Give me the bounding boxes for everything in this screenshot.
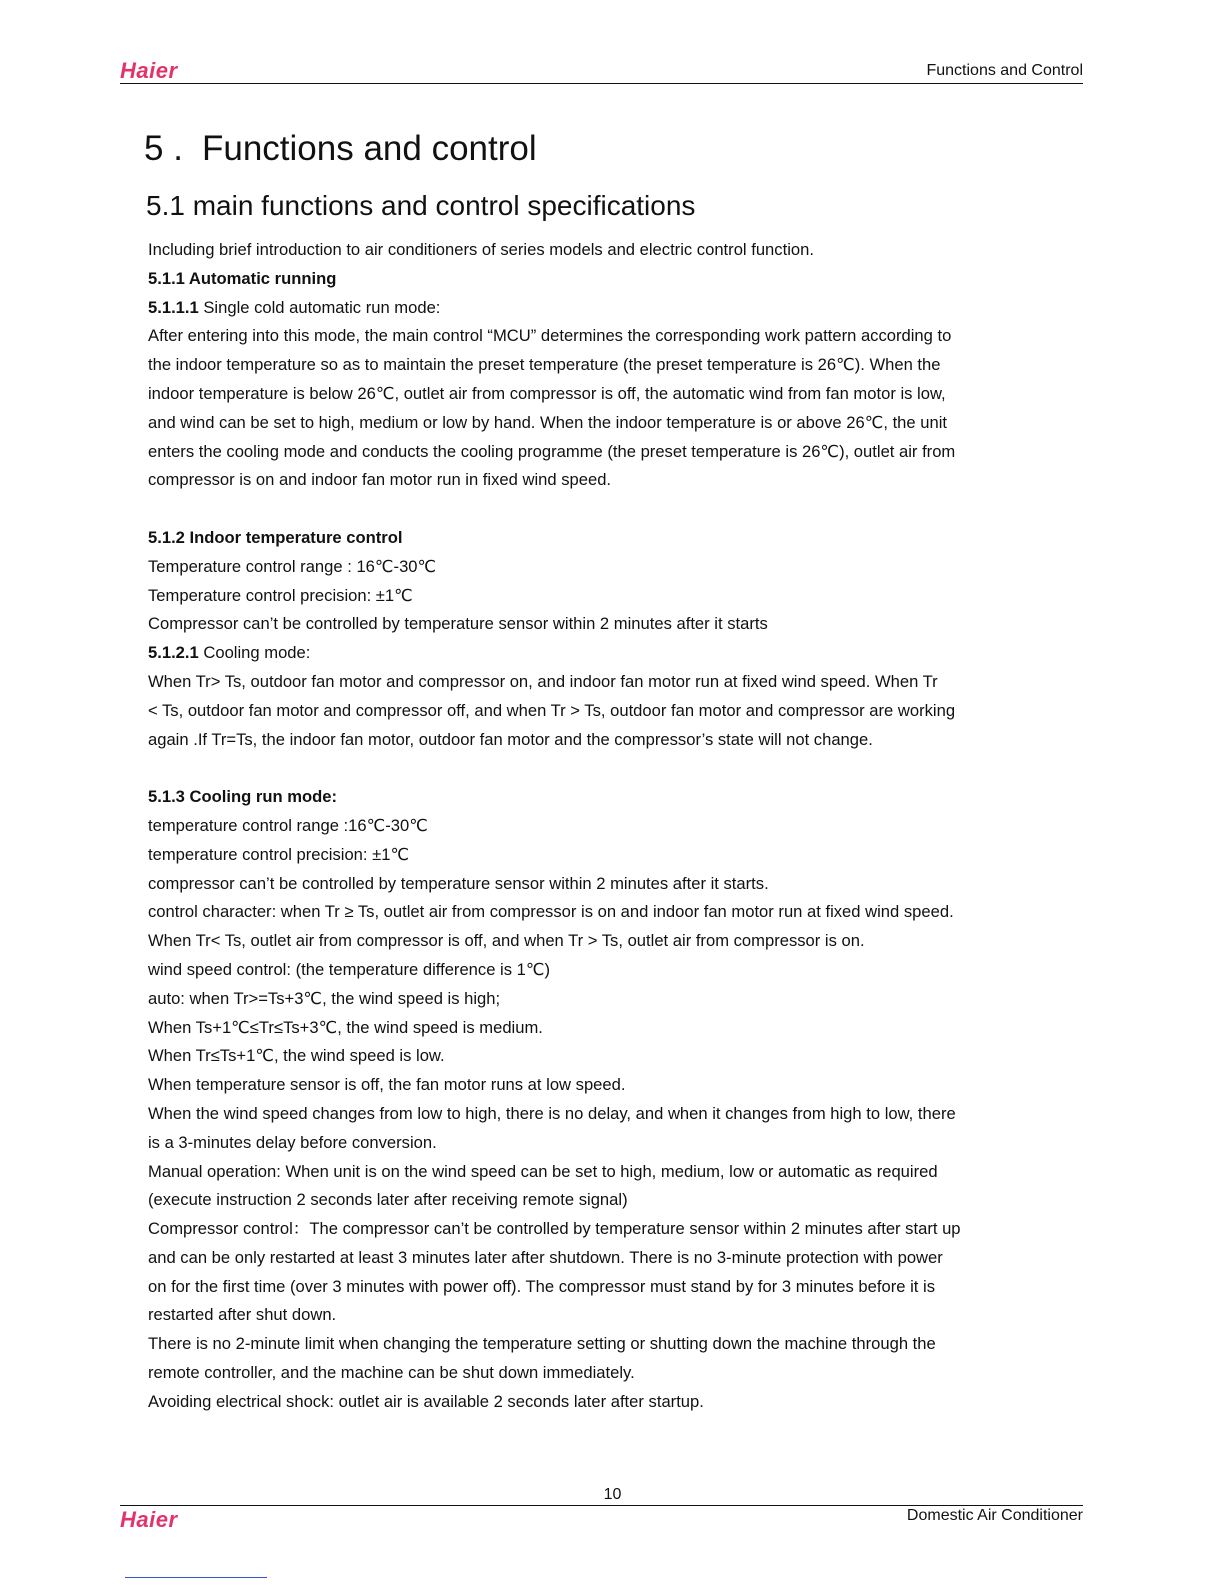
subheading-number: 5.1.2.1 [148,643,199,663]
heading-5-1-2: 5.1.2 Indoor temperature control [148,527,403,547]
paragraph-line: compressor can’t be controlled by temperature sensor within 2 minutes after it starts. [148,873,769,893]
paragraph-line: on for the first time (over 3 minutes with power off). The compressor must stand by for 3 minutes before it is [148,1276,935,1296]
paragraph-line: enters the cooling mode and conducts the cooling programme (the preset temperature is 26℃), outlet air from [148,441,956,461]
paragraph-line: again .If Tr=Ts, the indoor fan motor, outdoor fan motor and the compressor’s state will not change. [148,729,873,749]
paragraph-line: restarted after shut down. [148,1305,337,1325]
paragraph-line: Temperature control range : 16℃-30℃ [148,556,437,576]
section-title: 5.1 main functions and control specifications [146,190,696,221]
subheading-5-1-1-1 [148,294,1043,323]
paragraph-line: Compressor control：The compressor can’t be controlled by temperature sensor within 2 minutes after start up [148,1219,961,1239]
subheading-text: Cooling mode: [198,643,311,663]
paragraph-line: temperature control precision: ±1℃ [148,844,410,864]
subheading-5-1-2-1 [148,639,1043,668]
paragraph-line: When Tr< Ts, outlet air from compressor is off, and when Tr > Ts, outlet air from compressor is on. [148,931,865,951]
paragraph-line: indoor temperature is below 26℃, outlet air from compressor is off, the automatic wind from fan motor is low, [148,383,946,403]
paragraph-line: and wind can be set to high, medium or low by hand. When the indoor temperature is or above 26℃, the unit [148,412,948,432]
paragraph-line: Manual operation: When unit is on the wind speed can be set to high, medium, low or automatic as required [148,1161,938,1181]
paragraph-line: Temperature control precision: ±1℃ [148,585,413,605]
spacer [148,754,1043,783]
intro-paragraph: Including brief introduction to air conditioners of series models and electric control function. [148,240,814,259]
paragraph-line: When Tr≤Ts+1℃, the wind speed is low. [148,1046,445,1066]
paragraph-line: When temperature sensor is off, the fan motor runs at low speed. [148,1075,626,1095]
paragraph-line: When Ts+1℃≤Tr≤Ts+3℃, the wind speed is medium. [148,1017,543,1037]
paragraph-line: the indoor temperature so as to maintain the preset temperature (the preset temperature is 26℃). When the [148,355,941,375]
haier-logo-footer: Haier [120,1507,178,1532]
spacer [148,495,1043,524]
chapter-number: 5 . [144,129,183,168]
subheading-number: 5.1.1.1 [148,297,199,317]
paragraph-line: is a 3-minutes delay before conversion. [148,1132,437,1152]
heading-5-1-3: 5.1.3 Cooling run mode: [148,787,337,807]
chapter-title-text: Functions and control [202,129,537,168]
paragraph-line: control character: when Tr ≥ Ts, outlet air from compressor is on and indoor fan motor run at fixed wind speed. [148,902,954,922]
header-rule [120,83,1083,84]
paragraph-line: Avoiding electrical shock: outlet air is available 2 seconds later after startup. [148,1391,704,1411]
subheading-text: Single cold automatic run mode: [198,297,441,317]
footer-rule [120,1505,1083,1506]
chapter-title [144,126,537,176]
link-underline [125,1577,267,1578]
paragraph-line: compressor is on and indoor fan motor run in fixed wind speed. [148,470,612,490]
paragraph-line: auto: when Tr>=Ts+3℃, the wind speed is high; [148,988,501,1008]
paragraph-line: When Tr> Ts, outdoor fan motor and compressor on, and indoor fan motor run at fixed wind speed. When Tr [148,671,938,691]
paragraph-line: (execute instruction 2 seconds later after receiving remote signal) [148,1190,628,1210]
footer-doc-title: Domestic Air Conditioner [906,1507,1083,1524]
page-number: 10 [603,1486,622,1503]
heading-5-1-1: 5.1.1 Automatic running [148,268,337,288]
haier-logo-header: Haier [120,58,178,83]
paragraph-line: temperature control range :16℃-30℃ [148,815,428,835]
paragraph-line: There is no 2-minute limit when changing the temperature setting or shutting down the machine through the [148,1334,936,1354]
body-text [148,236,1043,1417]
paragraph-line: remote controller, and the machine can be shut down immediately. [148,1363,635,1383]
paragraph-line: After entering into this mode, the main control “MCU” determines the corresponding work pattern according to [148,326,952,346]
paragraph-line: wind speed control: (the temperature difference is 1℃) [148,959,551,979]
header-section-title: Functions and Control [926,62,1083,79]
paragraph-line: When the wind speed changes from low to high, there is no delay, and when it changes from high to low, there [148,1103,956,1123]
paragraph-line: Compressor can’t be controlled by temperature sensor within 2 minutes after it starts [148,614,768,634]
paragraph-line: < Ts, outdoor fan motor and compressor off, and when Tr > Ts, outdoor fan motor and compressor are working [148,700,956,720]
paragraph-line: and can be only restarted at least 3 minutes later after shutdown. There is no 3-minute protection with power [148,1247,943,1267]
